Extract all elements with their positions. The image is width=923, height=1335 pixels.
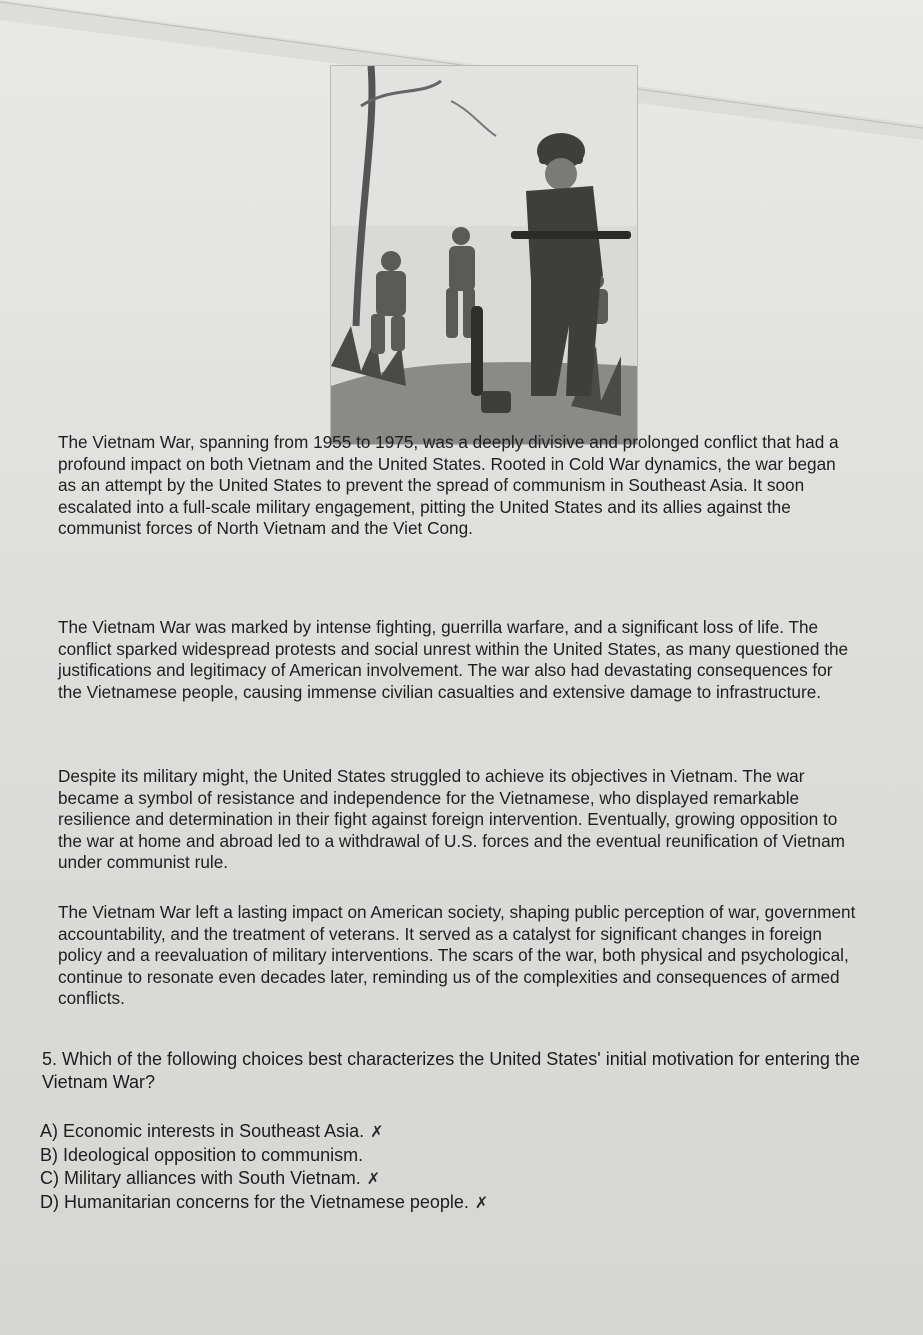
passage-paragraph-3: Despite its military might, the United States struggled to achieve its objectives in Vietnam. The war became a symbol of resistance and independence for the Vietnamese, who displayed remarkable resilience and determination in their fight against foreign intervention. Eventually, growing opposition to the war at home and abroad led to a withdrawal of U.S. forces and the eventual reunification of Vietnam under communist rule. [58, 766, 845, 872]
choice-b-label: B) Ideological opposition to communism. [40, 1144, 364, 1165]
choice-a-label: A) Economic interests in Southeast Asia. [40, 1121, 365, 1141]
choice-a[interactable] [40, 1120, 640, 1144]
answer-choices [40, 1120, 640, 1214]
passage-paragraph-4: The Vietnam War left a lasting impact on American society, shaping public perception of war, government accountability, and the treatment of veterans. It served as a catalyst for significant changes in foreign policy and a reevaluation of military interventions. The scars of the war, both physical and psychological, continue to resonate even decades later, reminding us of the complexities and consequences of armed conflicts. [58, 902, 856, 1008]
question-text: 5. Which of the following choices best characterizes the United States' initial motivation for entering the Vietnam War? [42, 1049, 860, 1092]
choice-c[interactable] [40, 1167, 640, 1191]
soldiers-illustration [330, 65, 638, 445]
cross-mark-icon: ✗ [370, 1122, 384, 1141]
passage-paragraph-2: The Vietnam War was marked by intense fighting, guerrilla warfare, and a significant loss of life. The conflict sparked widespread protests and social unrest within the United States, as many questioned the justifications and legitimacy of American involvement. The war also had devastating consequences for the Vietnamese people, causing immense civilian casualties and extensive damage to infrastructure. [58, 617, 849, 702]
cross-mark-icon: ✗ [474, 1192, 489, 1212]
soldiers-drawing [331, 66, 637, 444]
choice-d-label: D) Humanitarian concerns for the Vietnamese people. [40, 1191, 469, 1212]
passage-paragraph-1: The Vietnam War, spanning from 1955 to 1975, was a deeply divisive and prolonged conflict that had a profound impact on both Vietnam and the United States. Rooted in Cold War dynamics, the war began as an attempt by the United States to prevent the spread of communism in Southeast Asia. It soon escalated into a full-scale military engagement, pitting the United States and its allies against the communist forces of North Vietnam and the Viet Cong. [58, 432, 839, 538]
choice-b[interactable] [40, 1144, 640, 1168]
choice-d[interactable] [40, 1191, 640, 1215]
cross-mark-icon: ✗ [366, 1169, 381, 1188]
choice-c-label: C) Military alliances with South Vietnam. [40, 1168, 361, 1188]
